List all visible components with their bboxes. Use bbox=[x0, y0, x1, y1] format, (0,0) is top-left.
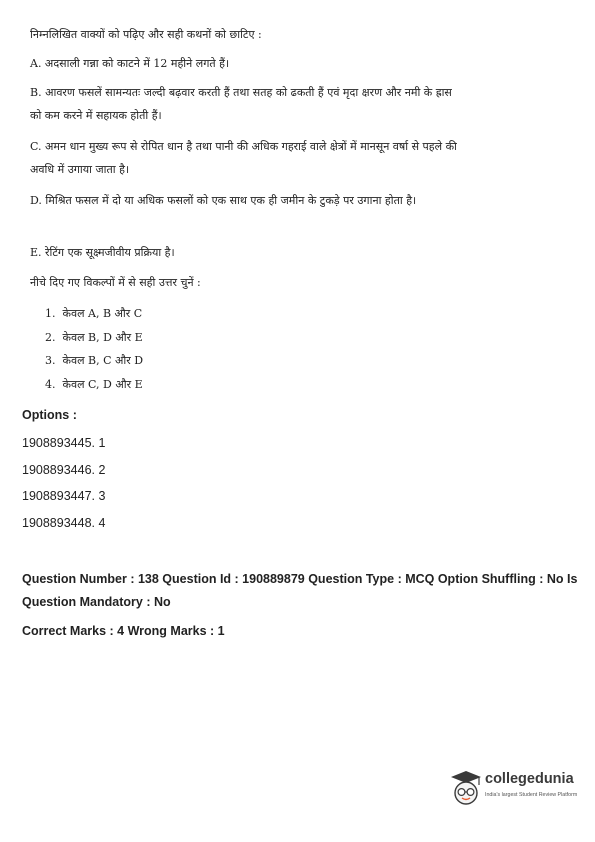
choice-list bbox=[45, 302, 143, 396]
graduate-mascot-icon bbox=[448, 768, 484, 810]
choice-item: 2. केवल B, D और E bbox=[45, 330, 143, 344]
statement-d: D. मिश्रित फसल में दो या अधिक फसलों को एक साथ एक ही जमीन के टुकड़े पर उगाना होता है। bbox=[30, 194, 417, 207]
statement-c: C. अमन धान मुख्य रूप से रोपित धान है तथा पानी की अधिक गहराई वाले क्षेत्रों में मानसून वर्षा से पहले की अवधि में उगाया जाता है। bbox=[30, 140, 457, 176]
options-heading: Options : bbox=[22, 408, 77, 422]
statement-a: A. अदसाली गन्ना को काटने में 12 महीने लगते हैं। bbox=[30, 57, 230, 70]
choice-item: 4. केवल C, D और E bbox=[45, 377, 143, 391]
choice-item: 3. केवल B, C और D bbox=[45, 354, 144, 367]
choose-prompt: नीचे दिए गए विकल्पों में से सही उत्तर चुनें : bbox=[30, 276, 201, 289]
answer-option: 1908893447. 3 bbox=[22, 489, 106, 503]
answer-option: 1908893445. 1 bbox=[22, 436, 106, 450]
collegedunia-logo bbox=[448, 768, 588, 812]
statement-e: E. रेटिंग एक सूक्ष्मजीवीय प्रक्रिया है। bbox=[30, 246, 175, 259]
marks-meta: Correct Marks : 4 Wrong Marks : 1 bbox=[22, 624, 225, 638]
question-meta: Question Number : 138 Question Id : 190889879 Question Type : MCQ Option Shuffling : No Is Question Mandatory : No bbox=[22, 572, 578, 609]
choice-item: 1. केवल A, B और C bbox=[45, 307, 143, 320]
logo-name: collegedunia bbox=[485, 771, 574, 787]
question-intro: निम्नलिखित वाक्यों को पढ़िए और सही कथनों को छाटिए : bbox=[30, 28, 262, 41]
answer-option: 1908893446. 2 bbox=[22, 462, 106, 477]
answer-option: 1908893448. 4 bbox=[22, 515, 106, 530]
statement-b: B. आवरण फसलें सामन्यतः जल्दी बढ़वार करती हैं तथा सतह को ढकती हैं एवं मृदा क्षरण और नमी के ह्रास को कम करने में सहायक होती हैं। bbox=[30, 86, 452, 122]
answer-options bbox=[22, 430, 105, 536]
logo-tagline: India's largest Student Review Platform bbox=[485, 792, 578, 798]
